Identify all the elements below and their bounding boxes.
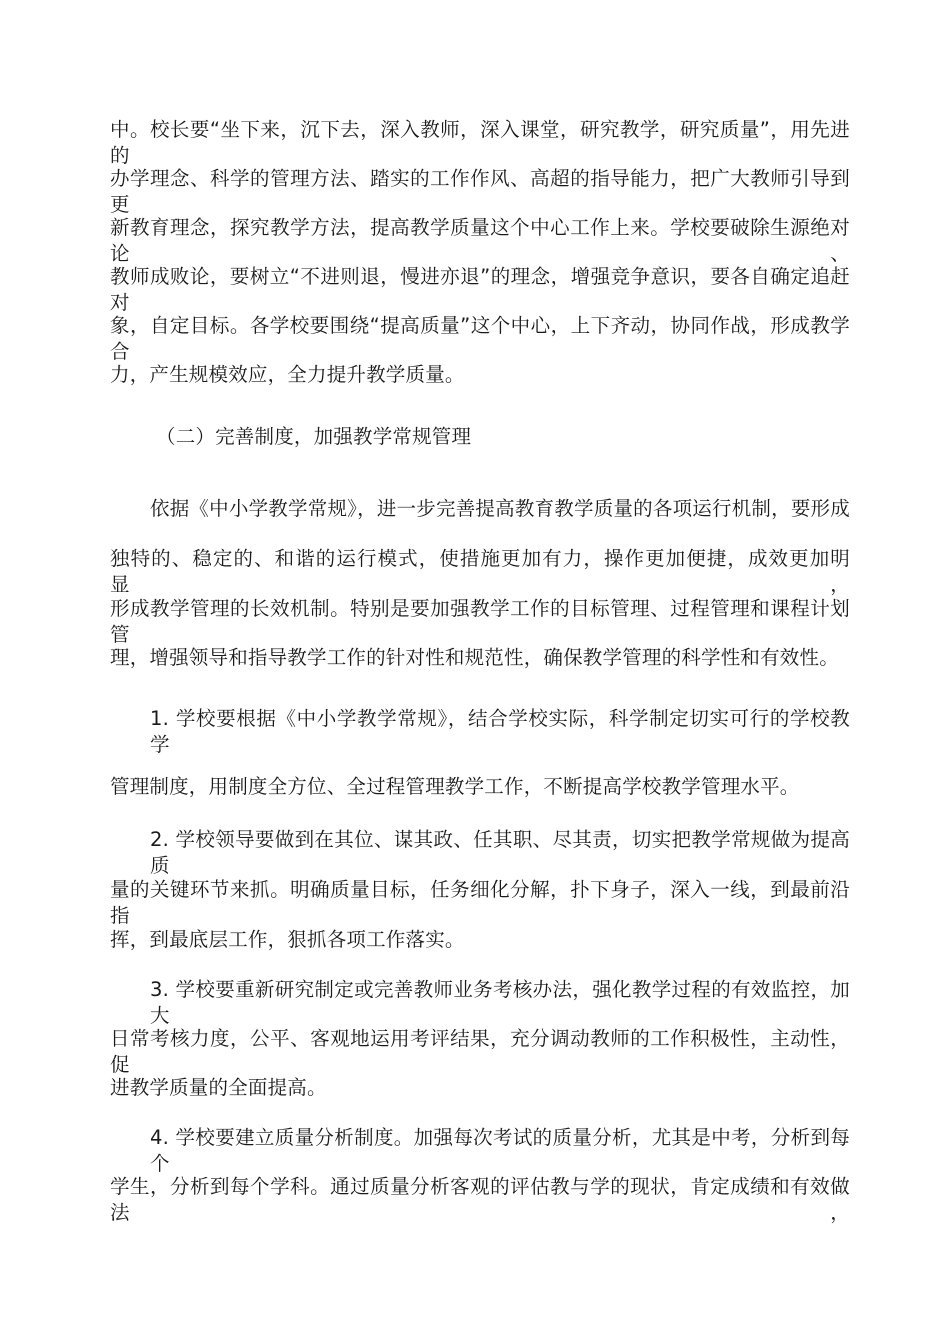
text-line: 量的关键环节来抓。明确质量目标，任务细化分解，扑下身子，深入一线，到最前沿指	[110, 878, 850, 927]
text-line: 形成教学管理的长效机制。特别是要加强教学工作的目标管理、过程管理和课程计划管	[110, 597, 850, 646]
text-line: 日常考核力度，公平、客观地运用考评结果，充分调动教师的工作积极性，主动性，促	[110, 1027, 850, 1076]
text-line: 中。校长要“坐下来，沉下去，深入教师，深入课堂，研究教学，研究质量”，用先进的	[110, 118, 850, 167]
text-line: 进教学质量的全面提高。	[110, 1076, 327, 1099]
text-line: 理，增强领导和指导教学工作的针对性和规范性，确保教学管理的科学性和有效性。	[110, 646, 839, 669]
text-line: 管理制度，用制度全方位、全过程管理教学工作，不断提高学校教学管理水平。	[110, 775, 800, 798]
text-line: 依据《中小学教学常规》，进一步完善提高教育教学质量的各项运行机制，要形成	[150, 497, 850, 520]
text-line: 挥，到最底层工作，狠抓各项工作落实。	[110, 928, 465, 951]
list-item-1: 1. 学校要根据《中小学教学常规》，结合学校实际，科学制定切实可行的学校教学	[150, 707, 850, 756]
text-line: 办学理念、科学的管理方法、踏实的工作作风、高超的指导能力，把广大教师引导到更	[110, 167, 850, 216]
section-heading: （二）完善制度，加强教学常规管理	[156, 425, 472, 448]
text-line: 独特的、稳定的、和谐的运行模式，使措施更加有力，操作更加便捷，成效更加明显，	[110, 547, 850, 596]
text-line: 学生，分析到每个学科。通过质量分析客观的评估教与学的现状，肯定成绩和有效做法，	[110, 1175, 850, 1224]
list-item-4: 4. 学校要建立质量分析制度。加强每次考试的质量分析，尤其是中考，分析到每个	[150, 1126, 850, 1175]
text-line: 教师成败论，要树立“不进则退，慢进亦退”的理念，增强竞争意识，要各自确定追赶对	[110, 265, 850, 314]
list-item-3: 3. 学校要重新研究制定或完善教师业务考核办法，强化教学过程的有效监控，加大	[150, 978, 850, 1027]
text-line: 力，产生规模效应，全力提升教学质量。	[110, 363, 465, 386]
text-line: 象，自定目标。各学校要围绕“提高质量”这个中心，上下齐动，协同作战，形成教学合	[110, 314, 850, 363]
list-item-2: 2. 学校领导要做到在其位、谋其政、任其职、尽其责，切实把教学常规做为提高质	[150, 828, 850, 877]
text-line: 新教育理念，探究教学方法，提高教学质量这个中心工作上来。学校要破除生源绝对论、	[110, 216, 850, 265]
